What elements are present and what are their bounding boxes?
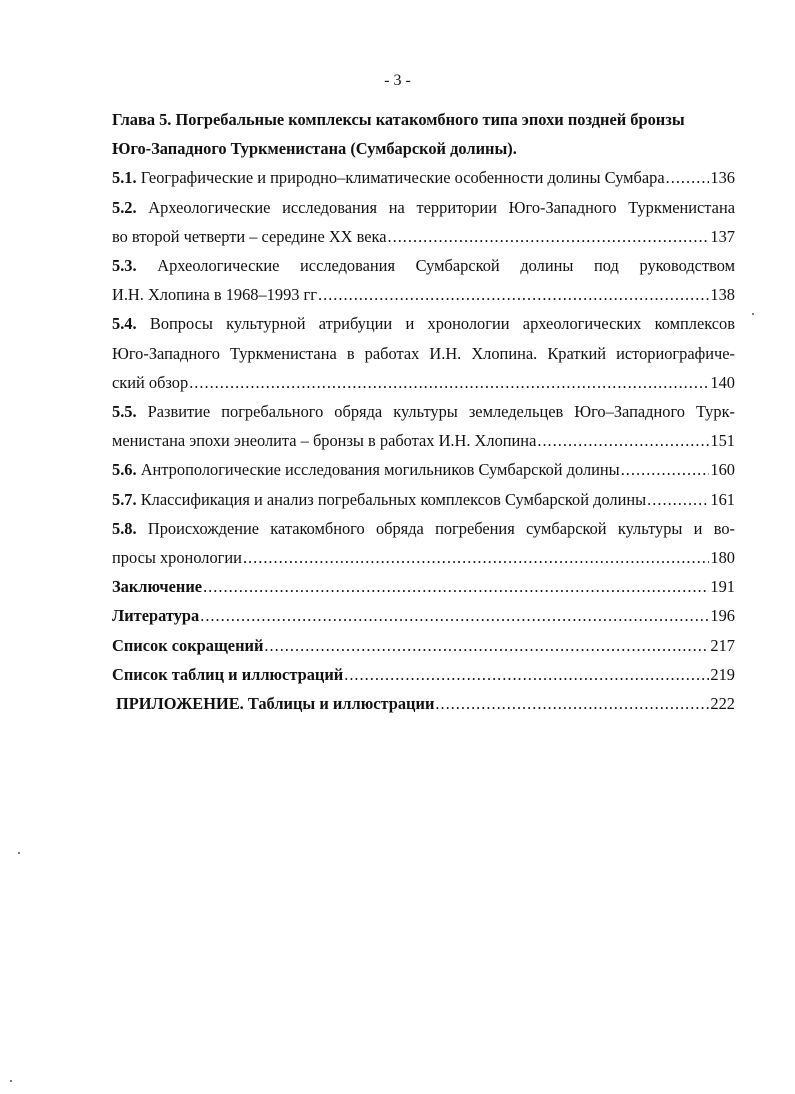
toc-entry-number: 5.2.: [112, 197, 137, 217]
toc-entry: [112, 397, 735, 455]
toc-back-matter-item: [112, 660, 735, 689]
toc-entry-title: [112, 368, 188, 397]
toc-entry-text: Происхождение катакомбного обряда погребения сумбарской культуры и во-: [147, 518, 735, 538]
toc-entry-number: 5.7.: [112, 489, 137, 509]
dot-leader: [647, 485, 709, 514]
toc-page-number: 161: [710, 489, 735, 509]
toc-entry-last-line: [112, 543, 735, 572]
chapter-heading: [112, 105, 735, 163]
toc-entry-title: [112, 426, 536, 455]
toc-back-matter-item: [112, 572, 735, 601]
toc-page-number: 222: [710, 694, 735, 714]
toc-entry-last-line: [112, 222, 735, 251]
toc-entry-title: [112, 543, 242, 572]
toc-entry-last-line: [112, 455, 735, 484]
toc-back-matter-label: Заключение: [112, 577, 203, 597]
toc-entry-text: Вопросы культурной атрибуции и хронологии археологических комплексов: [149, 314, 735, 334]
toc-entry-number: 5.6.: [112, 460, 137, 480]
toc-page-number: 191: [710, 577, 735, 597]
toc-entry-number: 5.4.: [112, 314, 137, 334]
toc-entry-line: [112, 339, 735, 368]
toc-page-number: 138: [710, 285, 735, 305]
toc-entry: [112, 485, 735, 514]
toc-entry-title: [112, 280, 317, 309]
toc-entry-text: менистана эпохи энеолита – бронзы в работах И.Н. Хлопина: [112, 431, 537, 451]
toc-back-matter-item: [112, 631, 735, 660]
toc-page-number: 196: [710, 606, 735, 626]
toc-entry-text: ский обзор: [112, 372, 189, 392]
toc-entry-title: [112, 163, 665, 192]
dot-leader: [621, 455, 710, 484]
table-of-contents: [112, 105, 735, 718]
toc-entry-last-line: [112, 163, 735, 192]
toc-entry-number: 5.3.: [112, 256, 137, 276]
toc-entries: [112, 163, 735, 572]
toc-entry-last-line: [112, 485, 735, 514]
dot-leader: [666, 163, 710, 192]
dot-leader: [537, 426, 709, 455]
toc-entry-text: И.Н. Хлопина в 1968–1993 гг: [112, 285, 318, 305]
toc-entry: [112, 455, 735, 484]
toc-entry: [112, 193, 735, 251]
toc-entry-line: [112, 514, 735, 543]
toc-page-number: 180: [710, 548, 735, 568]
toc-entry-line: [112, 397, 735, 426]
toc-entry: [112, 514, 735, 572]
dot-leader: [318, 280, 709, 309]
toc-entry: [112, 309, 735, 397]
toc-entry-title: [112, 485, 646, 514]
toc-back-matter-label: ПРИЛОЖЕНИЕ. Таблицы и иллюстрации: [116, 694, 435, 714]
toc-page-number: 137: [710, 226, 735, 246]
dot-leader: [388, 222, 710, 251]
dot-leader: [189, 368, 709, 397]
toc-entry: [112, 251, 735, 309]
toc-page-number: 136: [710, 168, 735, 188]
dot-leader: [243, 543, 709, 572]
toc-entry-text: во второй четверти – середине XX века: [112, 226, 387, 246]
scan-speck: [10, 1080, 12, 1082]
toc-entry-text: Археологические исследования на территории Юго-Западного Туркменистана: [148, 197, 735, 217]
page-number: - 3 -: [384, 72, 411, 89]
toc-entry-text: Географические и природно–климатические особенности долины Сумбара: [140, 168, 665, 188]
toc-entry-number: 5.1.: [112, 168, 137, 188]
toc-back-matter: [112, 572, 735, 718]
toc-entry-text: Классификация и анализ погребальных комплексов Сумбарской долины: [140, 489, 647, 509]
dot-leader: [203, 572, 709, 601]
toc-entry-number: 5.5.: [112, 402, 137, 422]
toc-page-number: 140: [710, 372, 735, 392]
chapter-title-line-2: Юго-Западного Туркменистана (Сумбарской долины).: [112, 139, 517, 159]
toc-page-number: 219: [710, 664, 735, 684]
scan-speck: [18, 852, 20, 854]
toc-page-number: 160: [710, 460, 735, 480]
dot-leader: [264, 631, 709, 660]
toc-entry-text: Юго-Западного Туркменистана в работах И.Н. Хлопина. Краткий историографиче-: [112, 343, 735, 363]
toc-back-matter-label: Список сокращений: [112, 635, 264, 655]
scan-speck: [752, 313, 754, 315]
toc-page-number: 151: [710, 431, 735, 451]
toc-back-matter-item: [112, 601, 735, 630]
dot-leader: [200, 601, 709, 630]
toc-entry-line: [112, 193, 735, 222]
toc-entry-last-line: [112, 426, 735, 455]
toc-entry-last-line: [112, 280, 735, 309]
toc-page-number: 217: [710, 635, 735, 655]
toc-entry-text: Развитие погребального обряда культуры земледельцев Юго–Западного Турк-: [147, 402, 735, 422]
chapter-title-line-1: Глава 5. Погребальные комплексы катакомбного типа эпохи поздней бронзы: [112, 110, 685, 129]
toc-entry-text: Антропологические исследования могильников Сумбарской долины: [140, 460, 620, 480]
toc-back-matter-item: [112, 689, 735, 718]
toc-entry-text: просы хронологии: [112, 548, 242, 568]
toc-entry-last-line: [112, 368, 735, 397]
dot-leader: [435, 689, 709, 718]
toc-entry: [112, 163, 735, 192]
toc-entry-title: [112, 455, 620, 484]
toc-back-matter-label: Список таблиц и иллюстраций: [112, 664, 344, 684]
toc-entry-title: [112, 222, 387, 251]
toc-entry-line: [112, 309, 735, 338]
toc-entry-line: [112, 251, 735, 280]
toc-entry-number: 5.8.: [112, 518, 137, 538]
toc-entry-text: Археологические исследования Сумбарской долины под руководством: [157, 256, 735, 276]
dot-leader: [344, 660, 709, 689]
toc-back-matter-label: Литература: [112, 606, 200, 626]
